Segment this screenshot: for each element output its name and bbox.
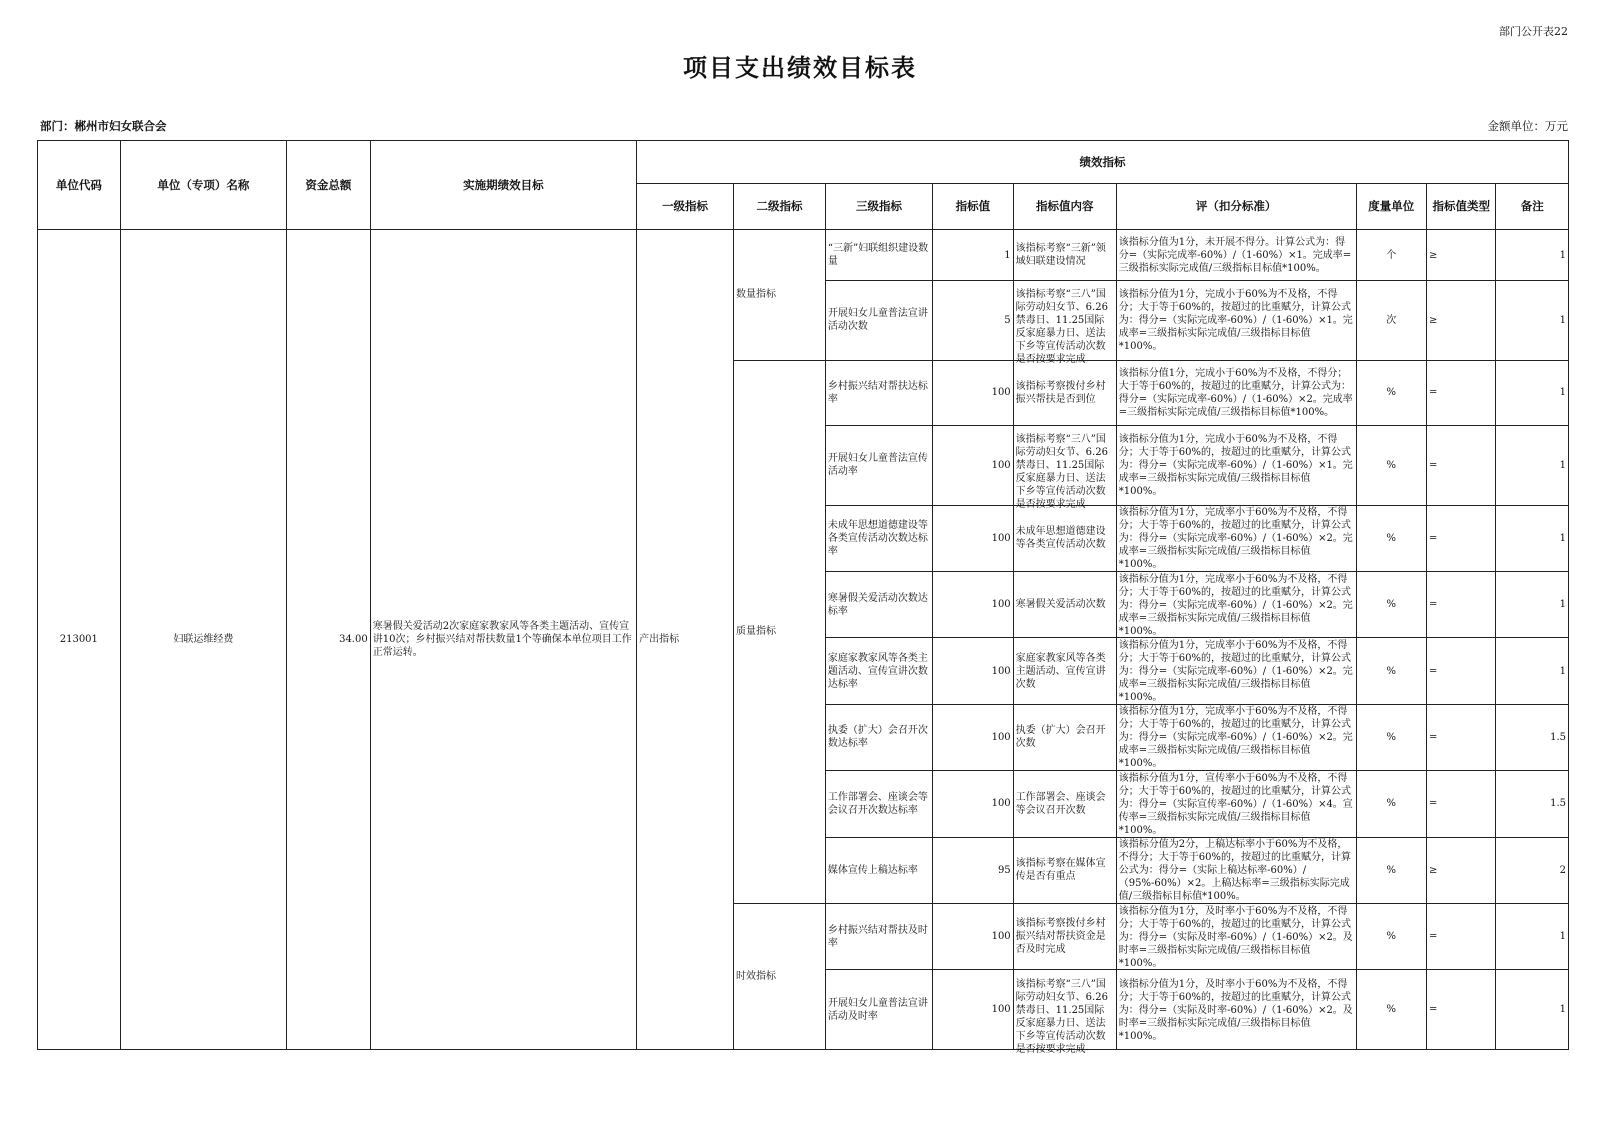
measure-cell xyxy=(1356,970,1426,1050)
value-cell xyxy=(933,970,1014,1050)
content-cell xyxy=(1013,903,1116,969)
value-cell-text: 100 xyxy=(991,798,1011,810)
level3-cell-text: 乡村振兴结对帮扶及时率 xyxy=(827,924,928,949)
remark-cell xyxy=(1496,230,1569,281)
value-type-cell xyxy=(1427,426,1496,506)
level3-cell xyxy=(825,704,932,770)
content-cell xyxy=(1013,572,1116,638)
header-criteria: 评（扣分标准） xyxy=(1116,184,1356,230)
criteria-cell xyxy=(1116,771,1356,837)
value-type-cell-text: = xyxy=(1429,1004,1438,1016)
header-value-type: 指标值类型 xyxy=(1427,184,1496,230)
content-cell xyxy=(1013,360,1116,425)
measure-cell-text: % xyxy=(1386,459,1397,471)
level3-cell-text: 开展妇女儿童普法宣讲活动及时率 xyxy=(827,997,928,1022)
department-label: 部门：郴州市妇女联合会 xyxy=(40,119,167,133)
level3-cell xyxy=(825,638,932,704)
value-type-cell-text: = xyxy=(1429,798,1438,810)
criteria-cell xyxy=(1116,572,1356,638)
value-cell-text: 1 xyxy=(1004,249,1011,261)
value-type-cell xyxy=(1427,505,1496,571)
criteria-cell-text: 该指标分值为1分，完成率小于60%为不及格，不得分；大于等于60%的，按超过的比重赋分，计算公式为：得分=（实际完成率-60%）/（1-60%）×2。完成率=三级指标实际完成值/三级指标目标值*100%。 xyxy=(1118,640,1353,704)
measure-cell xyxy=(1356,638,1426,704)
measure-cell-text: % xyxy=(1386,931,1397,943)
remark-cell xyxy=(1496,281,1569,361)
header-goal: 实施期绩效目标 xyxy=(370,141,636,230)
measure-cell xyxy=(1356,426,1426,506)
level2-cell: 数量指标 xyxy=(734,230,826,361)
remark-cell xyxy=(1496,505,1569,571)
value-type-cell-text: ≥ xyxy=(1429,314,1438,326)
form-tag: 部门公开表22 xyxy=(1499,25,1568,38)
measure-cell xyxy=(1356,360,1426,425)
content-cell xyxy=(1013,230,1116,281)
value-type-cell xyxy=(1427,360,1496,425)
criteria-cell-text: 该指标分值为1分，完成小于60%为不及格，不得分；大于等于60%的，按超过的比重赋分，计算公式为：得分=（实际完成率-60%）/（1-60%）×1。完成率=三级指标实际完成值/三级指标目标值*100%。 xyxy=(1118,434,1353,498)
level3-cell-text: 家庭家教家风等各类主题活动、宣传宣讲次数达标率 xyxy=(827,652,928,690)
value-type-cell xyxy=(1427,837,1496,903)
value-type-cell xyxy=(1427,230,1496,281)
content-cell xyxy=(1013,426,1116,511)
criteria-cell xyxy=(1116,360,1356,425)
level3-cell-text: 开展妇女儿童普法宣讲活动次数 xyxy=(827,308,928,333)
header-level1: 一级指标 xyxy=(637,184,734,230)
value-cell-text: 5 xyxy=(1004,314,1011,326)
value-type-cell xyxy=(1427,572,1496,638)
measure-cell xyxy=(1356,903,1426,969)
criteria-cell xyxy=(1116,970,1356,1050)
level2-cell: 质量指标 xyxy=(734,360,826,903)
criteria-cell-text: 该指标分值为1分，宣传率小于60%为不及格，不得分；大于等于60%的，按超过的比重赋分，计算公式为：得分=（实际宣传率-60%）/（1-60%）×4。宣传率=三级指标实际完成值/三级指标目标值*100%。 xyxy=(1118,772,1353,836)
header-unit-code: 单位代码 xyxy=(38,141,121,230)
level3-cell-text: 寒暑假关爱活动次数达标率 xyxy=(827,592,928,617)
remark-cell-text: 1 xyxy=(1559,387,1566,399)
header-value: 指标值 xyxy=(933,184,1014,230)
value-cell xyxy=(933,771,1014,837)
value-type-cell-text: = xyxy=(1429,459,1438,471)
level3-cell xyxy=(825,572,932,638)
value-cell xyxy=(933,426,1014,506)
content-cell xyxy=(1013,704,1116,770)
level3-cell xyxy=(825,970,932,1050)
content-cell xyxy=(1013,281,1116,366)
value-type-cell xyxy=(1427,771,1496,837)
criteria-cell-text: 该指标分值为2分，上稿达标率小于60%为不及格，不得分；大于等于60%的，按超过的比重赋分，计算公式为：得分=（实际上稿达标率-60%）/（95%-60%）×2。上稿达标率=三级指标实际完成值/三级指标目标值*100%。 xyxy=(1118,839,1351,903)
remark-cell-text: 1 xyxy=(1559,931,1566,943)
remark-cell xyxy=(1496,970,1569,1050)
value-cell xyxy=(933,903,1014,969)
content-cell-text: 该指标考察拨付乡村振兴帮扶是否到位 xyxy=(1015,380,1106,405)
content-cell-text: 该指标考察“三八”国际劳动妇女节、6.26禁毒日、11.25国际反家庭暴力日、送法下乡等宣传活动次数是否按要求完成 xyxy=(1015,289,1108,366)
value-type-cell-text: ≥ xyxy=(1429,249,1438,261)
header-content: 指标值内容 xyxy=(1013,184,1116,230)
remark-cell xyxy=(1496,837,1569,903)
value-type-cell-text: = xyxy=(1429,731,1438,743)
level3-cell xyxy=(825,426,932,506)
level3-cell-text: “三新”妇联组织建设数量 xyxy=(827,243,929,268)
value-cell-text: 100 xyxy=(991,387,1011,399)
criteria-cell-text: 该指标分值为1分，完成率小于60%为不及格，不得分；大于等于60%的，按超过的比重赋分，计算公式为：得分=（实际完成率-60%）/（1-60%）×2。完成率=三级指标实际完成值/三级指标目标值*100%。 xyxy=(1118,706,1353,770)
total-funds-cell: 34.00 xyxy=(287,230,371,1050)
level3-cell-text: 媒体宣传上稿达标率 xyxy=(827,864,918,876)
value-type-cell xyxy=(1427,638,1496,704)
content-cell-text: 家庭家教家风等各类主题活动、宣传宣讲次数 xyxy=(1015,652,1106,690)
criteria-cell xyxy=(1116,230,1356,281)
header-perf: 绩效指标 xyxy=(637,141,1569,184)
content-cell-text: 执委（扩大）会召开次数 xyxy=(1015,725,1106,750)
value-type-cell xyxy=(1427,970,1496,1050)
level3-cell xyxy=(825,281,932,361)
value-cell xyxy=(933,837,1014,903)
measure-cell xyxy=(1356,837,1426,903)
criteria-cell xyxy=(1116,426,1356,506)
measure-cell-text: 个 xyxy=(1386,249,1397,261)
value-cell xyxy=(933,638,1014,704)
level3-cell xyxy=(825,837,932,903)
criteria-cell-text: 该指标分值为1分，及时率小于60%为不及格，不得分；大于等于60%的，按超过的比重赋分，计算公式为：得分=（实际及时率-60%）/（1-60%）×2。及时率=三级指标实际完成值/三级指标目标值*100%。 xyxy=(1118,905,1353,969)
remark-cell-text: 1 xyxy=(1559,599,1566,611)
measure-cell-text: % xyxy=(1386,532,1397,544)
value-cell-text: 95 xyxy=(997,864,1011,876)
measure-cell xyxy=(1356,771,1426,837)
level3-cell-text: 未成年思想道德建设等各类宣传活动次数达标率 xyxy=(827,519,928,557)
content-cell xyxy=(1013,837,1116,903)
content-cell xyxy=(1013,970,1116,1055)
table-row xyxy=(38,230,1569,281)
level3-cell-text: 开展妇女儿童普法宣传活动率 xyxy=(827,453,928,478)
value-cell xyxy=(933,572,1014,638)
measure-cell xyxy=(1356,281,1426,361)
value-type-cell xyxy=(1427,281,1496,361)
criteria-cell xyxy=(1116,903,1356,969)
measure-cell xyxy=(1356,572,1426,638)
measure-cell xyxy=(1356,230,1426,281)
criteria-cell-text: 该指标分值为1分，未开展不得分。计算公式为：得分=（实际完成率-60%）/（1-60%）×1。完成率=三级指标实际完成值/三级指标目标值*100%。 xyxy=(1118,236,1352,274)
performance-table xyxy=(37,140,1569,1055)
content-cell-text: 该指标考察拨付乡村振兴结对帮扶资金是否及时完成 xyxy=(1015,918,1106,956)
remark-cell-text: 1 xyxy=(1559,249,1566,261)
measure-cell-text: 次 xyxy=(1386,314,1397,326)
criteria-cell xyxy=(1116,704,1356,770)
level3-cell xyxy=(825,771,932,837)
content-cell-text: 该指标考察“三八”国际劳动妇女节、6.26禁毒日、11.25国际反家庭暴力日、送法下乡等宣传活动次数是否按要求完成 xyxy=(1015,434,1108,511)
remark-cell-text: 1.5 xyxy=(1550,798,1566,810)
amount-unit-label: 金额单位：万元 xyxy=(1487,119,1568,133)
level3-cell xyxy=(825,360,932,425)
unit-name-cell: 妇联运维经费 xyxy=(120,230,286,1050)
measure-cell-text: % xyxy=(1386,798,1397,810)
remark-cell xyxy=(1496,572,1569,638)
measure-cell-text: % xyxy=(1386,1004,1397,1016)
remark-cell xyxy=(1496,360,1569,425)
level3-cell xyxy=(825,505,932,571)
header-level3: 三级指标 xyxy=(825,184,932,230)
remark-cell xyxy=(1496,426,1569,506)
value-cell xyxy=(933,281,1014,361)
content-cell-text: 寒暑假关爱活动次数 xyxy=(1015,599,1106,611)
value-type-cell xyxy=(1427,903,1496,969)
value-cell xyxy=(933,230,1014,281)
value-type-cell-text: = xyxy=(1429,599,1438,611)
header-level2: 二级指标 xyxy=(734,184,826,230)
value-cell-text: 100 xyxy=(991,599,1011,611)
remark-cell-text: 1.5 xyxy=(1550,731,1566,743)
measure-cell-text: % xyxy=(1386,731,1397,743)
criteria-cell xyxy=(1116,281,1356,361)
remark-cell xyxy=(1496,903,1569,969)
remark-cell-text: 1 xyxy=(1559,1004,1566,1016)
remark-cell xyxy=(1496,704,1569,770)
value-type-cell-text: ≥ xyxy=(1429,864,1438,876)
page-title: 项目支出绩效目标表 xyxy=(683,53,917,82)
value-type-cell xyxy=(1427,704,1496,770)
remark-cell-text: 1 xyxy=(1559,665,1566,677)
value-cell-text: 100 xyxy=(991,665,1011,677)
level3-cell-text: 乡村振兴结对帮扶达标率 xyxy=(827,380,928,405)
remark-cell xyxy=(1496,771,1569,837)
criteria-cell-text: 该指标分值为1分，完成小于60%为不及格，不得分；大于等于60%的，按超过的比重赋分，计算公式为：得分=（实际完成率-60%）/（1-60%）×1。完成率=三级指标实际完成值/三级指标目标值*100%。 xyxy=(1118,289,1353,353)
criteria-cell-text: 该指标分值为1分，完成率小于60%为不及格，不得分；大于等于60%的，按超过的比重赋分，计算公式为：得分=（实际完成率-60%）/（1-60%）×2。完成率=三级指标实际完成值/三级指标目标值*100%。 xyxy=(1118,573,1353,637)
unit-code-cell: 213001 xyxy=(38,230,121,1050)
value-type-cell-text: = xyxy=(1429,665,1438,677)
measure-cell xyxy=(1356,704,1426,770)
measure-cell-text: % xyxy=(1386,387,1397,399)
value-type-cell-text: = xyxy=(1429,931,1438,943)
value-type-cell-text: = xyxy=(1429,387,1438,399)
measure-cell-text: % xyxy=(1386,665,1397,677)
value-cell xyxy=(933,704,1014,770)
level3-cell xyxy=(825,230,932,281)
measure-cell xyxy=(1356,505,1426,571)
header-total-funds: 资金总额 xyxy=(287,141,371,230)
content-cell-text: 工作部署会、座谈会等会议召开次数 xyxy=(1015,791,1106,816)
criteria-cell-text: 该指标分值为1分，及时率小于60%为不及格，不得分；大于等于60%的，按超过的比重赋分，计算公式为：得分=（实际及时率-60%）/（1-60%）×2。及时率=三级指标实际完成值/三级指标目标值*100%。 xyxy=(1118,978,1353,1042)
remark-cell-text: 2 xyxy=(1559,864,1566,876)
level2-cell: 时效指标 xyxy=(734,903,826,1049)
level3-cell xyxy=(825,903,932,969)
value-cell-text: 100 xyxy=(991,532,1011,544)
content-cell-text: 该指标考察在媒体宣传是否有重点 xyxy=(1015,858,1106,883)
value-cell xyxy=(933,360,1014,425)
remark-cell-text: 1 xyxy=(1559,314,1566,326)
value-cell-text: 100 xyxy=(991,459,1011,471)
criteria-cell xyxy=(1116,837,1356,903)
value-cell xyxy=(933,505,1014,571)
measure-cell-text: % xyxy=(1386,599,1397,611)
content-cell-text: 该指标考察“三新”领域妇联建设情况 xyxy=(1015,243,1106,268)
content-cell-text: 该指标考察“三八”国际劳动妇女节、6.26禁毒日、11.25国际反家庭暴力日、送法下乡等宣传活动次数是否按要求完成 xyxy=(1015,978,1108,1055)
measure-cell-text: % xyxy=(1386,864,1397,876)
goal-cell: 寒暑假关爱活动2次家庭家教家风等各类主题活动、宣传宣讲10次；乡村振兴结对帮扶数量1个等确保本单位项目工作正常运转。 xyxy=(370,230,636,1050)
remark-cell-text: 1 xyxy=(1559,532,1566,544)
remark-cell xyxy=(1496,638,1569,704)
criteria-cell-text: 该指标分值1分，完成小于60%为不及格，不得分；大于等于60%的，按超过的比重赋分，计算公式为：得分=（实际完成率-60%）/（1-60%）×2。完成率=三级指标实际完成值/三级指标目标值*100%。 xyxy=(1118,367,1353,418)
criteria-cell xyxy=(1116,505,1356,571)
level3-cell-text: 执委（扩大）会召开次数达标率 xyxy=(827,725,928,750)
header-unit-name: 单位（专项）名称 xyxy=(120,141,286,230)
content-cell xyxy=(1013,638,1116,704)
value-cell-text: 100 xyxy=(991,931,1011,943)
value-type-cell-text: = xyxy=(1429,532,1438,544)
value-cell-text: 100 xyxy=(991,1004,1011,1016)
content-cell xyxy=(1013,505,1116,571)
level1-cell: 产出指标 xyxy=(637,230,734,1050)
table-body xyxy=(38,230,1569,1055)
criteria-cell-text: 该指标分值为1分，完成率小于60%为不及格，不得分；大于等于60%的，按超过的比重赋分，计算公式为：得分=（实际完成率-60%）/（1-60%）×2。完成率=三级指标实际完成值/三级指标目标值*100%。 xyxy=(1118,507,1353,571)
remark-cell-text: 1 xyxy=(1559,459,1566,471)
content-cell-text: 未成年思想道德建设等各类宣传活动次数 xyxy=(1015,526,1106,551)
value-cell-text: 100 xyxy=(991,731,1011,743)
content-cell xyxy=(1013,771,1116,837)
header-remark: 备注 xyxy=(1496,184,1569,230)
criteria-cell xyxy=(1116,638,1356,704)
header-measure: 度量单位 xyxy=(1356,184,1426,230)
level3-cell-text: 工作部署会、座谈会等会议召开次数达标率 xyxy=(827,791,928,816)
